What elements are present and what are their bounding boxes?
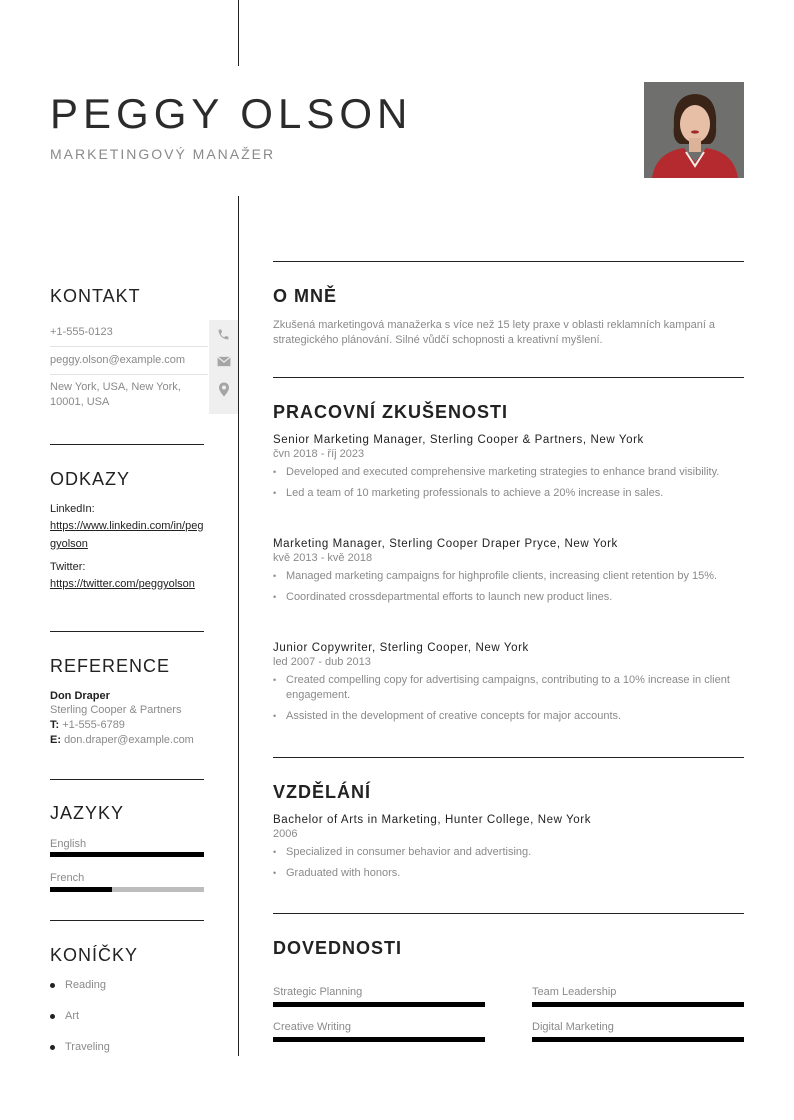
skill-label: Strategic Planning [273, 986, 363, 998]
job-bullet: • Created compelling copy for advertising campaigns, contributing to a 10% increase in client engagement. [273, 673, 744, 703]
divider-line-top [238, 0, 239, 66]
skill-bar [273, 1037, 485, 1042]
person-title: MARKETINGOVÝ MANAŽER [50, 146, 276, 162]
job-entry [273, 538, 744, 611]
languages-heading: JAZYKY [50, 803, 125, 823]
education-bullet: • Specialized in consumer behavior and advertising. [273, 845, 744, 860]
language-bar-fill [50, 887, 112, 892]
job-bullet: • Assisted in the development of creative concepts for major accounts. [273, 709, 744, 724]
bullet-dot-icon [50, 983, 55, 988]
reference-phone-value: +1-555-6789 [62, 719, 125, 731]
job-bullets [273, 569, 744, 605]
job-bullet: • Led a team of 10 marketing professionals to achieve a 20% increase in sales. [273, 486, 744, 501]
education-bullets [273, 845, 744, 881]
skill-item [273, 1021, 485, 1042]
language-label: English [50, 838, 87, 850]
language-bar-fill [50, 852, 204, 857]
location-pin-icon [209, 375, 238, 403]
skill-bar-fill [532, 1037, 744, 1042]
education-entry [273, 814, 744, 887]
link-twitter-url[interactable]: https://twitter.com/peggyolson [50, 578, 195, 590]
bullet-dot-icon [50, 1014, 55, 1019]
job-dates: čvn 2018 - říj 2023 [273, 448, 365, 460]
links-heading: ODKAZY [50, 469, 131, 489]
link-linkedin [50, 502, 204, 552]
section-separator [50, 444, 204, 445]
job-title: Marketing Manager, Sterling Cooper Draper Pryce, New York [273, 538, 618, 550]
section-separator [273, 757, 744, 758]
reference-email-label: E: [50, 734, 61, 746]
job-bullet: • Developed and executed comprehensive marketing strategies to enhance brand visibility. [273, 465, 744, 480]
link-linkedin-url[interactable]: https://www.linkedin.com/in/peggyolson [50, 520, 204, 550]
reference-name: Don Draper [50, 690, 110, 702]
skill-bar [532, 1002, 744, 1007]
reference-email-value: don.draper@example.com [64, 734, 194, 746]
skill-bar [273, 1002, 485, 1007]
link-linkedin-label: LinkedIn: [50, 503, 95, 515]
hobby-label: Traveling [65, 1041, 110, 1053]
skills-heading: DOVEDNOSTI [273, 938, 403, 958]
job-bullets [273, 673, 744, 724]
education-year: 2006 [273, 828, 298, 840]
reference-block [50, 689, 204, 748]
section-separator [273, 261, 744, 262]
about-text: Zkušená marketingová manažerka s více než 15 lety praxe v oblasti reklamních kampaní a strategického plánování. Silné vůdčí schopnosti a kreativní myšlení. [273, 319, 716, 346]
contact-email-text: peggy.olson@example.com [50, 354, 186, 366]
link-twitter-label: Twitter: [50, 561, 86, 573]
contact-divider [50, 374, 208, 375]
portrait-illustration [644, 82, 744, 178]
job-entry [273, 642, 744, 730]
skill-label: Creative Writing [273, 1021, 352, 1033]
hobbies-heading: KONÍČKY [50, 945, 139, 965]
job-bullet: • Coordinated crossdepartmental efforts to launch new product lines. [273, 590, 744, 605]
skill-bar [532, 1037, 744, 1042]
hobby-item [50, 1041, 110, 1053]
skill-label: Digital Marketing [532, 1021, 614, 1033]
person-name: PEGGY OLSON [50, 90, 413, 137]
reference-phone [50, 718, 204, 733]
job-bullets [273, 465, 744, 501]
skill-item [532, 1021, 744, 1042]
link-twitter [50, 560, 204, 592]
reference-heading: REFERENCE [50, 656, 171, 676]
section-separator [50, 779, 204, 780]
language-bar [50, 887, 204, 892]
hobby-label: Reading [65, 979, 106, 991]
profile-photo [644, 82, 744, 178]
job-dates: kvě 2013 - kvě 2018 [273, 552, 373, 564]
contact-phone-text: +1-555-0123 [50, 326, 113, 338]
skill-bar-fill [532, 1002, 744, 1007]
reference-phone-label: T: [50, 719, 60, 731]
reference-email [50, 733, 204, 748]
skill-item [273, 986, 485, 1007]
skill-bar-fill [273, 1002, 485, 1007]
about-heading: O MNĚ [273, 286, 338, 306]
contact-address-text: New York, USA, New York, 10001, USA [50, 381, 181, 408]
job-entry [273, 434, 744, 507]
job-bullet: • Managed marketing campaigns for highprofile clients, increasing client retention by 15%. [273, 569, 744, 584]
education-bullet: • Graduated with honors. [273, 866, 744, 881]
hobby-item [50, 1010, 79, 1022]
job-title: Senior Marketing Manager, Sterling Cooper & Partners, New York [273, 434, 644, 446]
language-label: French [50, 872, 85, 884]
hobby-item [50, 979, 106, 991]
reference-company: Sterling Cooper & Partners [50, 704, 182, 716]
skill-item [532, 986, 744, 1007]
contact-heading: KONTAKT [50, 286, 141, 306]
section-separator [50, 920, 204, 921]
job-dates: led 2007 - dub 2013 [273, 656, 371, 668]
section-separator [50, 631, 204, 632]
bullet-dot-icon [50, 1045, 55, 1050]
experience-heading: PRACOVNÍ ZKUŠENOSTI [273, 402, 509, 422]
envelope-icon [209, 347, 238, 375]
divider-line-main [238, 196, 239, 1056]
education-degree: Bachelor of Arts in Marketing, Hunter College, New York [273, 814, 592, 826]
skill-bar-fill [273, 1037, 485, 1042]
skill-label: Team Leadership [532, 986, 617, 998]
section-separator [273, 377, 744, 378]
contact-divider [50, 346, 208, 347]
language-bar [50, 852, 204, 857]
section-separator [273, 913, 744, 914]
phone-icon [209, 320, 238, 348]
job-title: Junior Copywriter, Sterling Cooper, New York [273, 642, 529, 654]
education-heading: VZDĚLÁNÍ [273, 782, 371, 802]
hobby-label: Art [65, 1010, 80, 1022]
